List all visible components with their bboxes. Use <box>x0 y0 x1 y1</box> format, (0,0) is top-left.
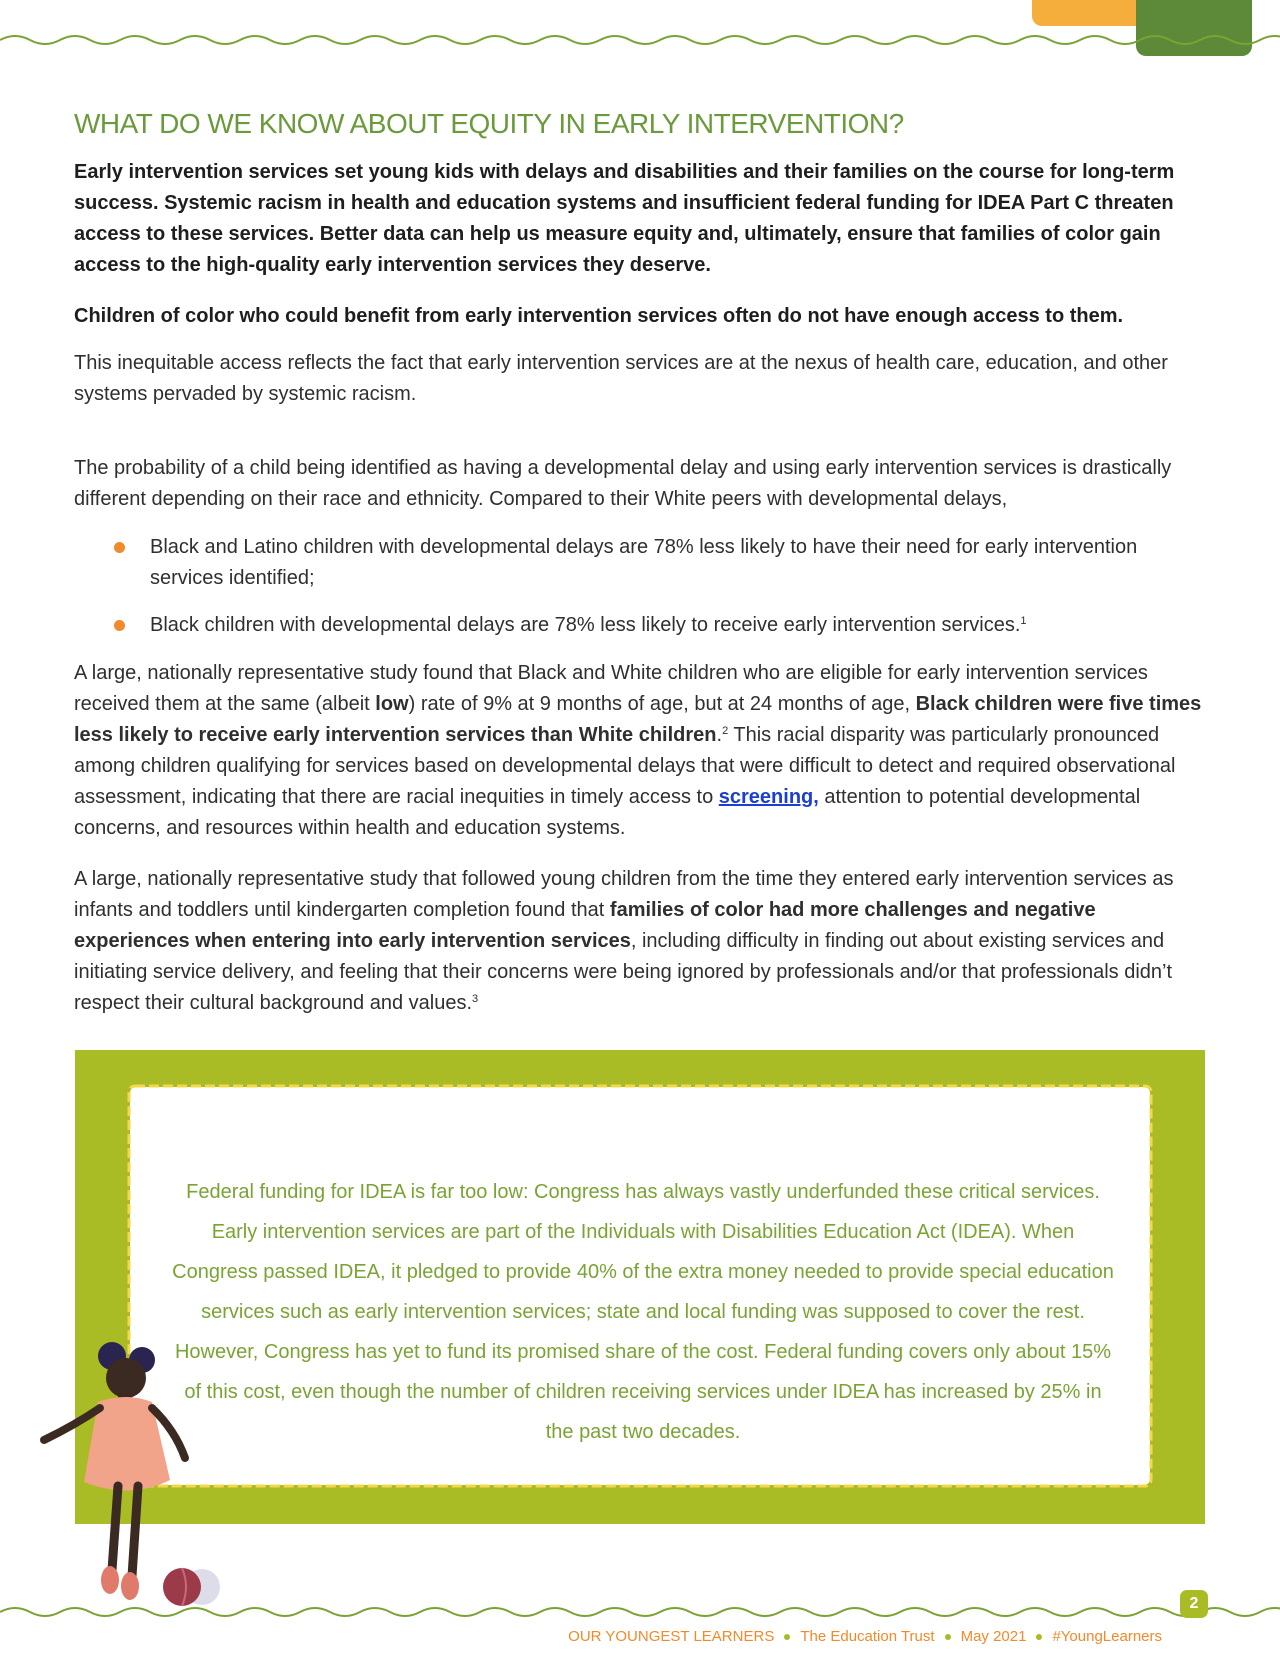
bullet-dot-icon <box>114 620 125 631</box>
callout-text: Federal funding for IDEA is far too low: Congress has always vastly underfunded these critical services. Early intervention services are part of the Individuals with Disabilities Education Act (IDEA). When Congress passed IDEA, it pledged to provide 40% of the extra money needed to provide special education services such as early intervention services; state and local funding was supposed to cover the rest. However, Congress has yet to fund its promised share of the cost. Federal funding covers only about 15% of this cost, even though the number of children receiving services under IDEA has increased by 25% in the past two decades. <box>172 1181 1114 1443</box>
footnote-ref[interactable]: 3 <box>472 993 479 1005</box>
top-wave-divider <box>0 32 1280 48</box>
para3-text-b: ) rate of 9% at 9 months of age, but at 24 months of age, <box>408 693 916 715</box>
list-item <box>114 532 1210 594</box>
bullet-text: Black and Latino children with developmental delays are 78% less likely to have their need for early intervention services identified; <box>150 536 1138 589</box>
page-title: WHAT DO WE KNOW ABOUT EQUITY IN EARLY INTERVENTION? <box>74 108 904 139</box>
footnote-ref[interactable]: 1 <box>1020 615 1027 627</box>
para3-text-d: This racial disparity was particularly pronounced among children qualifying for services based on developmental delays that were difficult to detect and required observational assessment, indicating that there are racial inequities in timely access to <box>74 724 1176 808</box>
footer-item: May 2021 <box>960 1628 1027 1645</box>
paragraph-study-disparity <box>74 658 1204 844</box>
footer-separator-icon <box>945 1634 951 1640</box>
ball-icon <box>156 1566 226 1608</box>
footer-item: #YoungLearners <box>1052 1628 1162 1645</box>
para3-bold-finding: Black children were five times less likely to receive early intervention services than White children <box>74 693 1202 746</box>
paragraph-probability: The probability of a child being identified as having a developmental delay and using early intervention services is drastically different depending on their race and ethnicity. Compared to their White peers with developmental delays, <box>74 457 1172 510</box>
bullet-dot-icon <box>114 542 125 553</box>
footer-separator-icon <box>1036 1634 1042 1640</box>
list-item <box>114 610 1210 641</box>
para3-bold-low: low <box>375 693 409 715</box>
screening-link[interactable]: screening, <box>718 786 819 808</box>
para3-text-e: attention to potential developmental concerns, and resources within health and education systems. <box>74 786 1141 839</box>
paragraph-systemic-racism: This inequitable access reflects the fact that early intervention services are at the nexus of health care, education, and other systems pervaded by systemic racism. <box>74 352 1168 405</box>
para3-text-c: . <box>716 724 723 746</box>
footer-item: The Education Trust <box>800 1628 935 1645</box>
para3-text-a: A large, nationally representative study found that Black and White children who are eligible for early intervention services received them at the same (albeit <box>74 662 1148 715</box>
page-number-badge: 2 <box>1180 1590 1208 1618</box>
footnote-ref[interactable]: 2 <box>722 725 729 737</box>
section-subhead: Children of color who could benefit from early intervention services often do not have enough access to them. <box>74 305 1124 327</box>
para4-text-a: A large, nationally representative study that followed young children from the time they entered early intervention services as infants and toddlers until kindergarten completion found that <box>74 868 1174 921</box>
footer <box>568 1628 1162 1645</box>
para4-bold-finding: families of color had more challenges and negative experiences when entering into early intervention services <box>74 899 1096 952</box>
footer-item: OUR YOUNGEST LEARNERS <box>568 1628 775 1645</box>
bottom-wave-divider <box>0 1604 1280 1620</box>
intro-paragraph: Early intervention services set young kids with delays and disabilities and their families on the course for long-term success. Systemic racism in health and education systems and insufficient federal funding for IDEA Part C threaten access to these services. Better data can help us measure equity and, ultimately, ensure that families of color gain access to the high-quality early intervention services they deserve. <box>74 161 1175 276</box>
paragraph-study-families <box>74 864 1204 1019</box>
bullet-text: Black children with developmental delays are 78% less likely to receive early intervention services. <box>150 614 1021 636</box>
para4-text-b: , including difficulty in finding out about existing services and initiating service delivery, and feeling that their concerns were being ignored by professionals and/or that professionals didn’t respect their cultural background and values. <box>74 930 1173 1014</box>
footer-separator-icon <box>784 1634 790 1640</box>
